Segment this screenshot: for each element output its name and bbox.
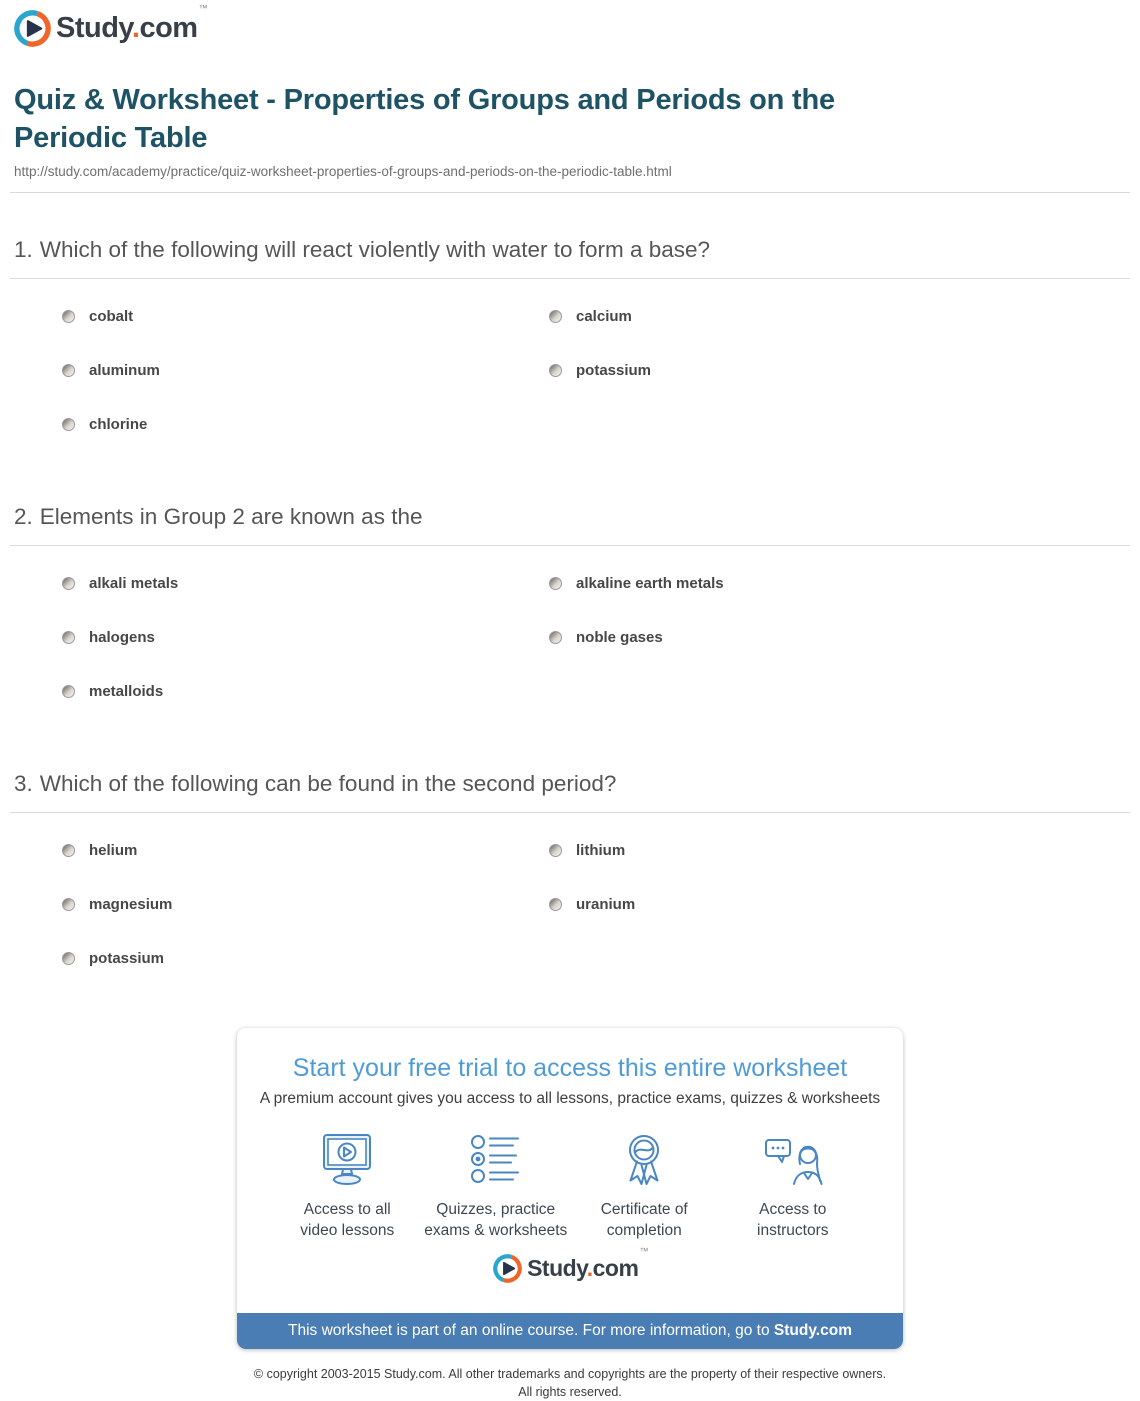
question-2 [0, 504, 1140, 701]
radio-button[interactable] [549, 898, 562, 911]
free-trial-card [237, 1028, 903, 1349]
studycom-logo[interactable] [14, 3, 208, 47]
answer-option-label: aluminum [89, 361, 160, 379]
answer-option-potassium[interactable] [549, 360, 1126, 380]
radio-button[interactable] [62, 844, 75, 857]
question-1-heading: 1. Which of the following will react violently with water to form a base? [14, 237, 711, 263]
trial-card-title: Start your free trial to access this entire worksheet [292, 1054, 848, 1083]
question-3-options [0, 813, 1140, 968]
answer-option-label: chlorine [89, 415, 148, 433]
answer-option-label: magnesium [89, 895, 173, 913]
answer-option-magnesium[interactable] [62, 894, 549, 914]
banner-studycom-link[interactable]: Study.com [773, 1322, 852, 1340]
answer-option-calcium[interactable] [549, 306, 1126, 326]
feature-label: Access to all video lessons [300, 1201, 395, 1240]
video-monitor-icon [317, 1175, 377, 1192]
feature-video-lessons [273, 1132, 422, 1242]
answer-option-aluminum[interactable] [62, 360, 549, 380]
instructor-icon [763, 1175, 823, 1192]
answer-option-label: calcium [576, 307, 632, 325]
question-1 [0, 237, 1140, 434]
answer-option-halogens[interactable] [62, 627, 549, 647]
divider [10, 192, 1130, 193]
feature-label: Access to instructors [757, 1201, 829, 1240]
question-3-heading: 3. Which of the following can be found in the second period? [14, 771, 617, 797]
question-3 [0, 771, 1140, 968]
answer-option-lithium[interactable] [549, 840, 1126, 860]
answer-option-potassium-q3[interactable] [62, 948, 549, 968]
answer-option-noble-gases[interactable] [549, 627, 1126, 647]
answer-option-label: alkali metals [89, 574, 179, 592]
feature-quizzes [422, 1132, 571, 1242]
answer-option-metalloids[interactable] [62, 681, 549, 701]
banner-text: This worksheet is part of an online course. For more information, go to [288, 1322, 774, 1340]
play-icon [493, 1254, 522, 1283]
feature-certificate [570, 1132, 719, 1242]
answer-option-uranium[interactable] [549, 894, 1126, 914]
question-1-options [0, 279, 1140, 434]
answer-option-cobalt[interactable] [62, 306, 549, 326]
answer-option-label: helium [89, 841, 138, 859]
radio-button[interactable] [62, 310, 75, 323]
answer-option-alkali-metals[interactable] [62, 573, 549, 593]
certificate-icon [614, 1175, 674, 1192]
radio-button[interactable] [62, 631, 75, 644]
quiz-list-icon [466, 1175, 526, 1192]
answer-option-label: cobalt [89, 307, 134, 325]
trial-card-subtitle: A premium account gives you access to all lessons, practice exams, quizzes & worksheets [259, 1090, 881, 1108]
answer-option-helium[interactable] [62, 840, 549, 860]
logo-wordmark: Study.com™ [56, 3, 208, 44]
course-banner [237, 1313, 903, 1349]
answer-option-label: potassium [576, 361, 652, 379]
answer-option-label: halogens [89, 628, 155, 646]
feature-label: Quizzes, practice exams & worksheets [424, 1201, 568, 1240]
play-icon [14, 10, 51, 47]
answer-option-label: alkaline earth metals [576, 574, 724, 592]
feature-label: Certificate of completion [600, 1201, 688, 1240]
radio-button[interactable] [549, 364, 562, 377]
answer-option-label: metalloids [89, 682, 164, 700]
answer-option-alkaline-earth-metals[interactable] [549, 573, 1126, 593]
radio-button[interactable] [62, 898, 75, 911]
answer-option-chlorine[interactable] [62, 414, 549, 434]
question-2-options [0, 546, 1140, 701]
page-title: Quiz & Worksheet - Properties of Groups and Periods on the Periodic Table [14, 84, 835, 154]
radio-button[interactable] [62, 577, 75, 590]
radio-button[interactable] [549, 631, 562, 644]
question-2-heading: 2. Elements in Group 2 are known as the [14, 504, 423, 530]
radio-button[interactable] [62, 952, 75, 965]
answer-option-label: noble gases [576, 628, 663, 646]
logo-wordmark: Study.com™ [527, 1246, 648, 1282]
answer-option-label: potassium [89, 949, 165, 967]
radio-button[interactable] [62, 364, 75, 377]
feature-instructors [719, 1132, 868, 1242]
radio-button[interactable] [62, 685, 75, 698]
radio-button[interactable] [549, 844, 562, 857]
studycom-logo-small[interactable] [493, 1246, 648, 1283]
page-url: http://study.com/academy/practice/quiz-worksheet-properties-of-groups-and-periods-on-the-periodic-table.html [14, 164, 672, 180]
feature-list [273, 1132, 867, 1242]
radio-button[interactable] [549, 577, 562, 590]
answer-option-label: uranium [576, 895, 636, 913]
answer-option-label: lithium [576, 841, 626, 859]
copyright-notice: © copyright 2003-2015 Study.com. All other trademarks and copyrights are the property of their respective owners. All rights reserved. [253, 1367, 887, 1399]
radio-button[interactable] [62, 418, 75, 431]
radio-button[interactable] [549, 310, 562, 323]
